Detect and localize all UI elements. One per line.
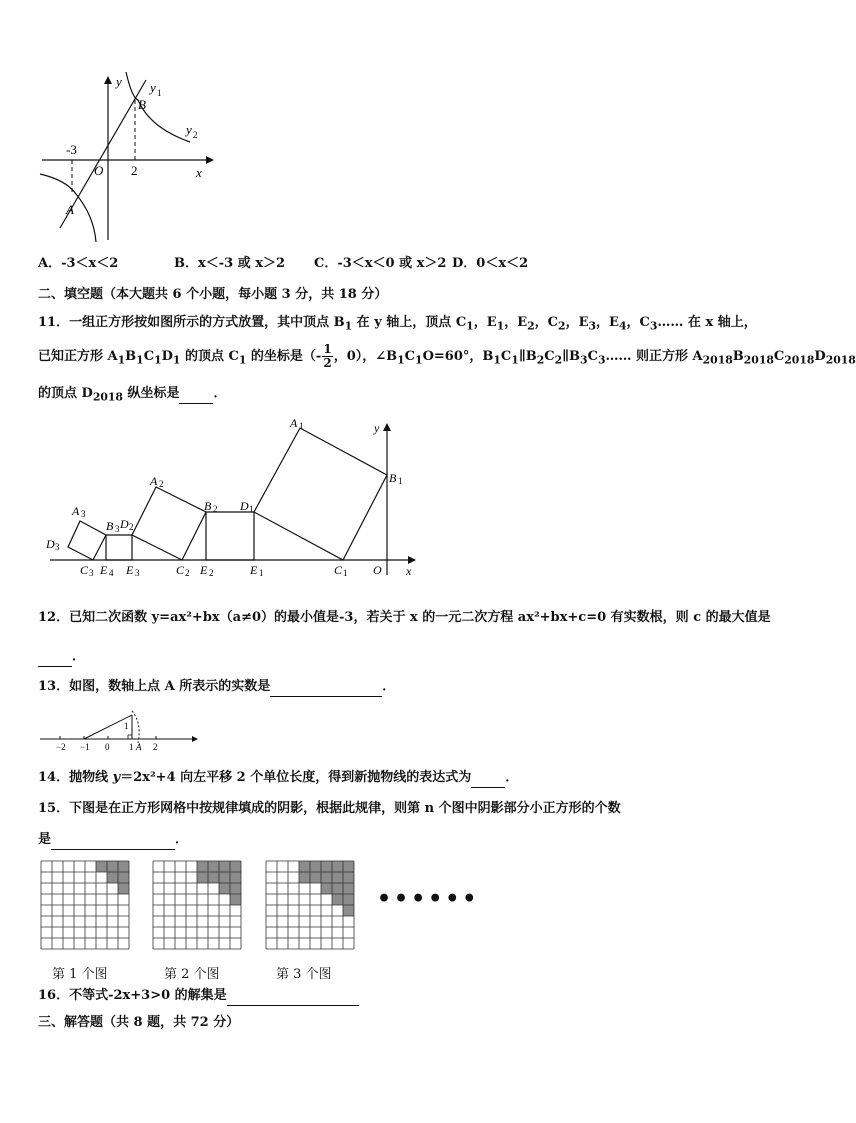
label-b3-sub: 3: [115, 524, 120, 534]
shaded-cell: [107, 872, 118, 883]
option-c: C．-3＜x＜0 或 x＞2: [314, 256, 447, 271]
square-3: [68, 521, 106, 560]
label-e3-sub: 3: [135, 568, 140, 578]
q15-grid-3: [265, 860, 353, 946]
q15-grid-2: [152, 860, 240, 946]
label-b1-sub: 1: [398, 476, 403, 486]
origin-label: O: [94, 163, 104, 178]
label-d1: D: [240, 499, 249, 513]
q13-text: 13．如图，数轴上点 A 所表示的实数是 ．: [38, 678, 395, 697]
y1-label: y: [150, 80, 156, 95]
label-e2-sub: 2: [209, 568, 214, 578]
y2-subscript: 2: [193, 130, 198, 140]
shaded-cell: [310, 872, 321, 883]
label-e3: E: [126, 563, 134, 577]
label-a2-sub: 2: [159, 479, 164, 489]
q13-answer-blank[interactable]: [270, 678, 382, 697]
q15-answer-blank[interactable]: [51, 831, 175, 850]
label-c1-sub: 1: [343, 568, 348, 578]
tick-2: 2: [131, 163, 138, 178]
label-c3-sub: 3: [89, 568, 94, 578]
q12-answer-blank[interactable]: [38, 648, 72, 667]
section3-heading: 三、解答题（共 8 题，共 72 分）: [38, 1015, 240, 1030]
label-a1: A: [290, 416, 298, 430]
shaded-cell: [299, 872, 310, 883]
square-1: [254, 428, 387, 560]
fraction-one-half: $\frac{1}{2}$: [323, 342, 332, 370]
y-axis-arrow: [383, 423, 391, 431]
x-axis-arrow: [408, 556, 416, 564]
label-d2: D: [120, 517, 129, 531]
shaded-cell: [343, 872, 354, 883]
shaded-cell: [219, 872, 230, 883]
shaded-cell: [118, 883, 129, 894]
label-d1-sub: 1: [249, 504, 254, 514]
shaded-cell: [321, 883, 332, 894]
q10-graph: [38, 70, 218, 245]
shaded-cell: [118, 861, 129, 872]
q11-answer-blank[interactable]: [179, 385, 213, 404]
label-c3: C: [80, 563, 89, 577]
label-a3: A: [72, 504, 80, 518]
y-axis-label: y: [116, 74, 122, 89]
shaded-cell: [230, 861, 241, 872]
shaded-cell: [332, 861, 343, 872]
label-c1: C: [334, 563, 343, 577]
q16-answer-blank[interactable]: [227, 987, 359, 1006]
shaded-cell: [96, 861, 107, 872]
square-2-upright: [206, 512, 254, 560]
label-side-1: 1: [124, 721, 129, 731]
label-b2-sub: 2: [213, 504, 218, 514]
label-m2: −2: [56, 742, 66, 752]
label-y: y: [374, 421, 380, 435]
point-a-label: A: [66, 202, 74, 217]
option-d: D．0＜x＜2: [452, 256, 529, 271]
q15-grid-1: [40, 860, 128, 946]
shaded-cell: [321, 861, 332, 872]
shaded-cell: [332, 894, 343, 905]
shaded-cell: [230, 883, 241, 894]
label-b2: B: [204, 499, 212, 513]
label-c2: C: [176, 563, 185, 577]
shaded-cell: [332, 883, 343, 894]
y2-label: y: [186, 122, 192, 137]
shaded-cell: [219, 861, 230, 872]
q14-answer-blank[interactable]: [471, 769, 505, 788]
shaded-cell: [299, 861, 310, 872]
square-3-upright: [106, 535, 132, 560]
ellipsis: ••••••: [377, 886, 480, 912]
shaded-cell: [107, 861, 118, 872]
label-c2-sub: 2: [185, 568, 190, 578]
x-axis-arrow: [206, 156, 214, 164]
shaded-cell: [343, 883, 354, 894]
label-e4-sub: 4: [109, 568, 114, 578]
shaded-cell: [310, 861, 321, 872]
q16-text: 16．不等式-2x+3>0 的解集是: [38, 987, 359, 1006]
q12-line1: 12．已知二次函数 y=ax²+bx（a≠0）的最小值是-3，若关于 x 的一元二次方程 ax²+bx+c=0 有实数根，则 c 的最大值是: [38, 610, 771, 625]
shaded-cell: [230, 894, 241, 905]
shaded-cell: [343, 861, 354, 872]
square-2: [132, 487, 206, 560]
label-a1-sub: 1: [299, 421, 304, 431]
shaded-cell: [332, 872, 343, 883]
label-x: x: [406, 564, 412, 578]
number-line-arrow: [192, 736, 198, 742]
option-a: A．-3＜x＜2: [38, 256, 119, 271]
shaded-cell: [197, 872, 208, 883]
caption-3: 第 3 个图: [276, 967, 332, 982]
label-2: 2: [153, 742, 158, 752]
shaded-cell: [343, 894, 354, 905]
right-angle-mark: [128, 735, 132, 739]
label-d2-sub: 2: [129, 522, 134, 532]
q11-line1: 11．一组正方形按如图所示的方式放置，其中顶点 $B_1$ 在 y 轴上，顶点 $C_1$，$E_1$，$E_2$，$C_2$，$E_3$，$E_4$，$C_3\dots\dots$ 在 x 轴上，: [38, 315, 757, 333]
hyperbola-y2-right: [126, 72, 190, 142]
q15-line2: 是 ．: [38, 831, 188, 850]
option-b: B．x＜-3 或 x＞2: [174, 256, 286, 271]
label-d3: D: [46, 537, 55, 551]
shaded-cell: [208, 861, 219, 872]
q14-text: 14．抛物线 y＝2x²+4 向左平移 2 个单位长度，得到新抛物线的表达式为 ．: [38, 769, 518, 788]
shaded-cell: [230, 872, 241, 883]
y-axis-arrow: [104, 76, 112, 84]
q15-line1: 15．下图是在正方形网格中按规律填成的阴影，根据此规律，则第 n 个图中阴影部分小正方形的个数: [38, 801, 621, 816]
label-origin: O: [373, 563, 382, 577]
label-a2: A: [150, 474, 158, 488]
shaded-cell: [343, 905, 354, 916]
label-e4: E: [100, 563, 108, 577]
caption-1: 第 1 个图: [52, 967, 108, 982]
x-axis-label: x: [196, 165, 202, 180]
shaded-cell: [219, 883, 230, 894]
y1-subscript: 1: [157, 88, 162, 98]
shaded-cell: [321, 872, 332, 883]
label-a: A: [136, 742, 142, 752]
q13-number-line: [38, 703, 200, 753]
label-1: 1: [129, 742, 134, 752]
section2-heading: 二、填空题（本大题共 6 个小题，每小题 3 分，共 18 分）: [38, 287, 388, 302]
tick-neg3: -3: [66, 142, 77, 157]
label-e1-sub: 1: [259, 568, 264, 578]
shaded-cell: [208, 872, 219, 883]
label-m1: −1: [80, 742, 90, 752]
label-b1: B: [389, 471, 397, 485]
caption-2: 第 2 个图: [164, 967, 220, 982]
shaded-cell: [197, 861, 208, 872]
label-a3-sub: 3: [81, 509, 86, 519]
q11-squares-figure: [40, 415, 422, 580]
label-0: 0: [105, 742, 110, 752]
label-b3: B: [106, 519, 114, 533]
q12-line2: ．: [38, 648, 85, 667]
label-e2: E: [200, 563, 208, 577]
label-d3-sub: 3: [55, 542, 60, 552]
q11-line3: 的顶点 $D_{2018}$ 纵坐标是 ．: [38, 386, 227, 404]
compass-arc: [132, 711, 139, 743]
point-b-label: B: [138, 97, 146, 112]
label-e1: E: [250, 563, 258, 577]
q11-line2: 已知正方形 $A_1B_1C_1D_1$ 的顶点 $C_1$ 的坐标是（- $\frac{1}{2}$ ，0），$\angle B_1C_1O=60^\circ$，$B_1C_1\parallel B_2C_2\parallel B_3C_3\dots\dots$ 则正方形 $A_{2018}B_{2018}C_{2018}D_{2018}$: [38, 342, 856, 370]
shaded-cell: [118, 872, 129, 883]
